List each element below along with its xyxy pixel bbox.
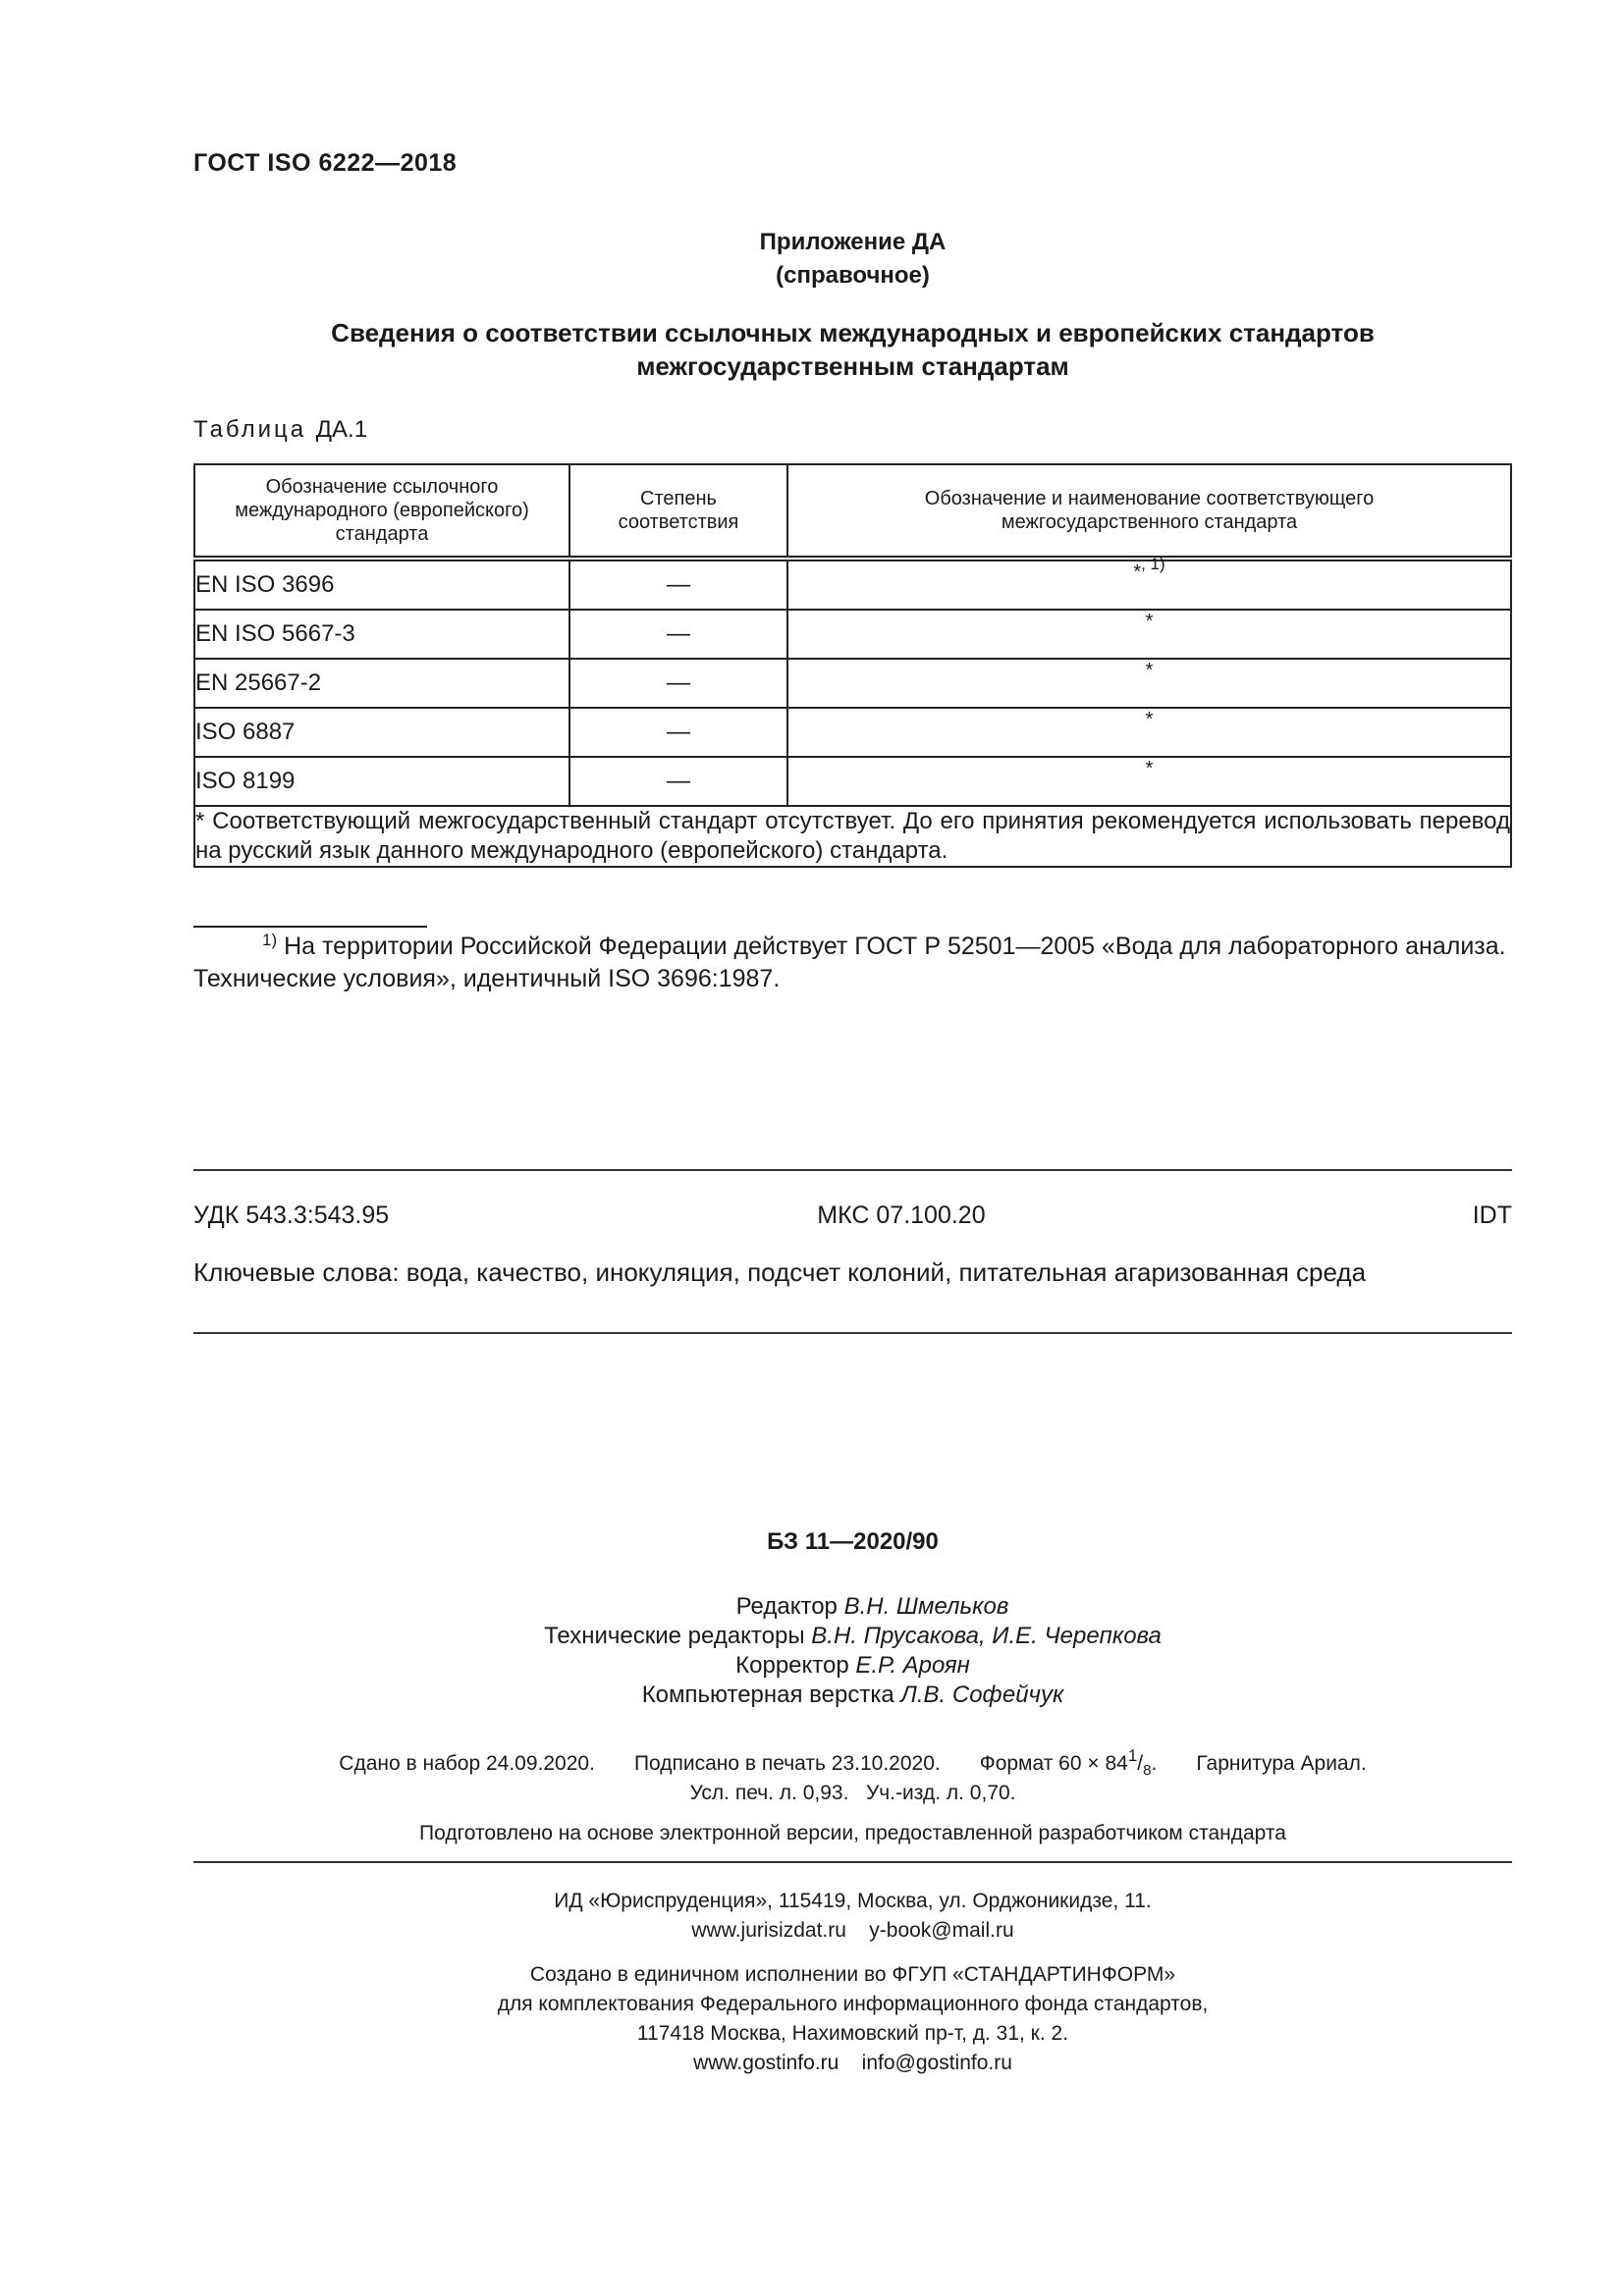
header-interstate-standard xyxy=(787,464,1511,559)
corrector-line xyxy=(193,1651,1512,1681)
header-col2-line1: Степень xyxy=(640,488,717,509)
table-row xyxy=(194,659,1511,708)
corrector-name: Е.Р. Ароян xyxy=(855,1652,970,1679)
classification-row xyxy=(193,1201,1512,1230)
publisher-address: ИД «Юриспруденция», 115419, Москва, ул. Орджоникидзе, 11. xyxy=(554,1890,1152,1912)
table-row xyxy=(194,559,1511,610)
submitted-date: Сдано в набор 24.09.2020. xyxy=(339,1752,595,1775)
document-code: ГОСТ ISO 6222—2018 xyxy=(193,149,458,177)
bz-number: БЗ 11—2020/90 xyxy=(767,1528,939,1555)
mks-code: МКС 07.100.20 xyxy=(817,1201,986,1229)
header-col3-line2: межгосударственного стандарта xyxy=(1001,511,1298,533)
header-col3-line1: Обозначение и наименование соответствующего xyxy=(924,488,1375,509)
table-caption-label: Таблица xyxy=(193,416,307,443)
staff-list xyxy=(193,1592,1512,1710)
interstate-standard-cell: * xyxy=(787,757,1511,806)
reference-standard-cell: ISO 8199 xyxy=(194,757,569,806)
paper-format: Формат $60 \times 84^1/_8$. xyxy=(979,1746,1158,1779)
header-reference-standard xyxy=(194,464,569,559)
keywords: Ключевые слова: вода, качество, инокуляция, подсчет колоний, питательная агаризованная среда xyxy=(193,1257,1367,1287)
print-details xyxy=(193,1746,1512,1808)
table-caption-number: ДА.1 xyxy=(315,416,368,443)
degree-cell: — xyxy=(569,610,787,659)
typeface: Гарнитура Ариал. xyxy=(1196,1752,1367,1775)
degree-cell: — xyxy=(569,559,787,610)
header-col1-line3: стандарта xyxy=(335,523,429,545)
divider-top xyxy=(193,1169,1512,1171)
layout-line xyxy=(193,1681,1512,1710)
printed-sheets: Усл. печ. л. 0,93. xyxy=(689,1782,849,1804)
format-prefix: Формат 60 × 84 xyxy=(979,1752,1128,1775)
footnote-text-2: Технические условия», идентичный ISO 3696:1987. xyxy=(193,965,781,992)
header-col1-line1: Обозначение ссылочного xyxy=(265,476,499,498)
created-line-1: Создано в единичном исполнении во ФГУП «СТАНДАРТИНФОРМ» xyxy=(529,1963,1176,1986)
publisher-email: y-book@mail.ru xyxy=(869,1919,1014,1942)
publisher-contacts xyxy=(193,1916,1512,1946)
corrector-label: Корректор xyxy=(735,1652,849,1679)
creator-contacts xyxy=(193,2049,1512,2078)
header-degree-of-correspondence xyxy=(569,464,787,559)
annex-heading xyxy=(193,226,1512,293)
footnote-line-1 xyxy=(193,931,1512,963)
footnote-mark: 1) xyxy=(262,931,278,949)
layout-name: Л.В. Софейчук xyxy=(900,1682,1064,1708)
degree-cell: — xyxy=(569,659,787,708)
degree-cell: — xyxy=(569,757,787,806)
asterisk-mark: * xyxy=(1133,561,1142,583)
signed-date: Подписано в печать 23.10.2020. xyxy=(633,1752,941,1775)
interstate-standard-cell: * xyxy=(787,610,1511,659)
print-line-2 xyxy=(193,1779,1512,1808)
reference-standard-cell: EN ISO 5667-3 xyxy=(194,610,569,659)
editor-label: Редактор xyxy=(735,1593,838,1620)
editor-line xyxy=(193,1592,1512,1622)
idt-mark: IDT xyxy=(1472,1201,1512,1229)
reference-standard-cell: EN 25667-2 xyxy=(194,659,569,708)
layout-label: Компьютерная верстка xyxy=(641,1682,894,1708)
correspondence-table xyxy=(193,463,1512,868)
table-row xyxy=(194,610,1511,659)
publisher-block xyxy=(193,1887,1512,1946)
table-caption xyxy=(193,416,367,444)
table-header-row xyxy=(194,464,1511,559)
editor-name: В.Н. Шмельков xyxy=(843,1593,1009,1620)
page-title xyxy=(193,316,1512,383)
degree-cell: — xyxy=(569,708,787,757)
footnote-ref: , 1) xyxy=(1141,555,1165,573)
publishing-sheets: Уч.-изд. л. 0,70. xyxy=(865,1782,1016,1804)
udk-code: УДК 543.3:543.95 xyxy=(193,1201,390,1229)
table-row xyxy=(194,708,1511,757)
header-col2-line2: соответствия xyxy=(618,511,739,533)
reference-standard-cell: ISO 6887 xyxy=(194,708,569,757)
tech-editors-label: Технические редакторы xyxy=(544,1623,805,1649)
page-title-line-2: межгосударственным стандартам xyxy=(636,351,1069,381)
interstate-standard-cell: * xyxy=(787,659,1511,708)
prepared-note: Подготовлено на основе электронной версии, предоставленной разработчиком стандарта xyxy=(419,1822,1286,1844)
print-line-1 xyxy=(193,1746,1512,1779)
footnote xyxy=(193,931,1512,995)
created-line-3: 117418 Москва, Нахимовский пр-т, д. 31, к. 2. xyxy=(636,2022,1069,2045)
creator-block xyxy=(193,1960,1512,2078)
tech-editors-names: В.Н. Прусакова, И.Е. Черепкова xyxy=(811,1623,1162,1649)
format-denominator: 8 xyxy=(1143,1762,1152,1779)
tech-editors-line xyxy=(193,1622,1512,1651)
reference-standard-cell: EN ISO 3696 xyxy=(194,559,569,610)
table-note-row xyxy=(194,806,1511,867)
header-col1-line2: международного (европейского) xyxy=(235,500,529,521)
created-line-2: для комплектования Федерального информационного фонда стандартов, xyxy=(497,1993,1209,2015)
footnote-text-1: На территории Российской Федерации действует ГОСТ Р 52501—2005 «Вода для лабораторного анализа. xyxy=(284,933,1506,960)
publisher-website: www.jurisizdat.ru xyxy=(691,1919,846,1942)
divider-imprint xyxy=(193,1861,1512,1863)
format-numerator: 1 xyxy=(1127,1746,1138,1765)
interstate-standard-cell xyxy=(787,555,1511,610)
annex-title: Приложение ДА xyxy=(759,229,947,255)
interstate-standard-cell: * xyxy=(787,708,1511,757)
footnote-separator xyxy=(193,926,427,928)
divider-bottom xyxy=(193,1332,1512,1334)
annex-status: (справочное) xyxy=(776,262,930,289)
creator-email: info@gostinfo.ru xyxy=(861,2052,1012,2074)
table-note: * Соответствующий межгосударственный стандарт отсутствует. До его принятия рекомендуется использовать перевод на русский язык данного международного (европейского) стандарта. xyxy=(194,806,1511,867)
page-title-line-1: Сведения о соответствии ссылочных международных и европейских стандартов xyxy=(331,318,1375,347)
creator-website: www.gostinfo.ru xyxy=(693,2052,839,2074)
table-row xyxy=(194,757,1511,806)
